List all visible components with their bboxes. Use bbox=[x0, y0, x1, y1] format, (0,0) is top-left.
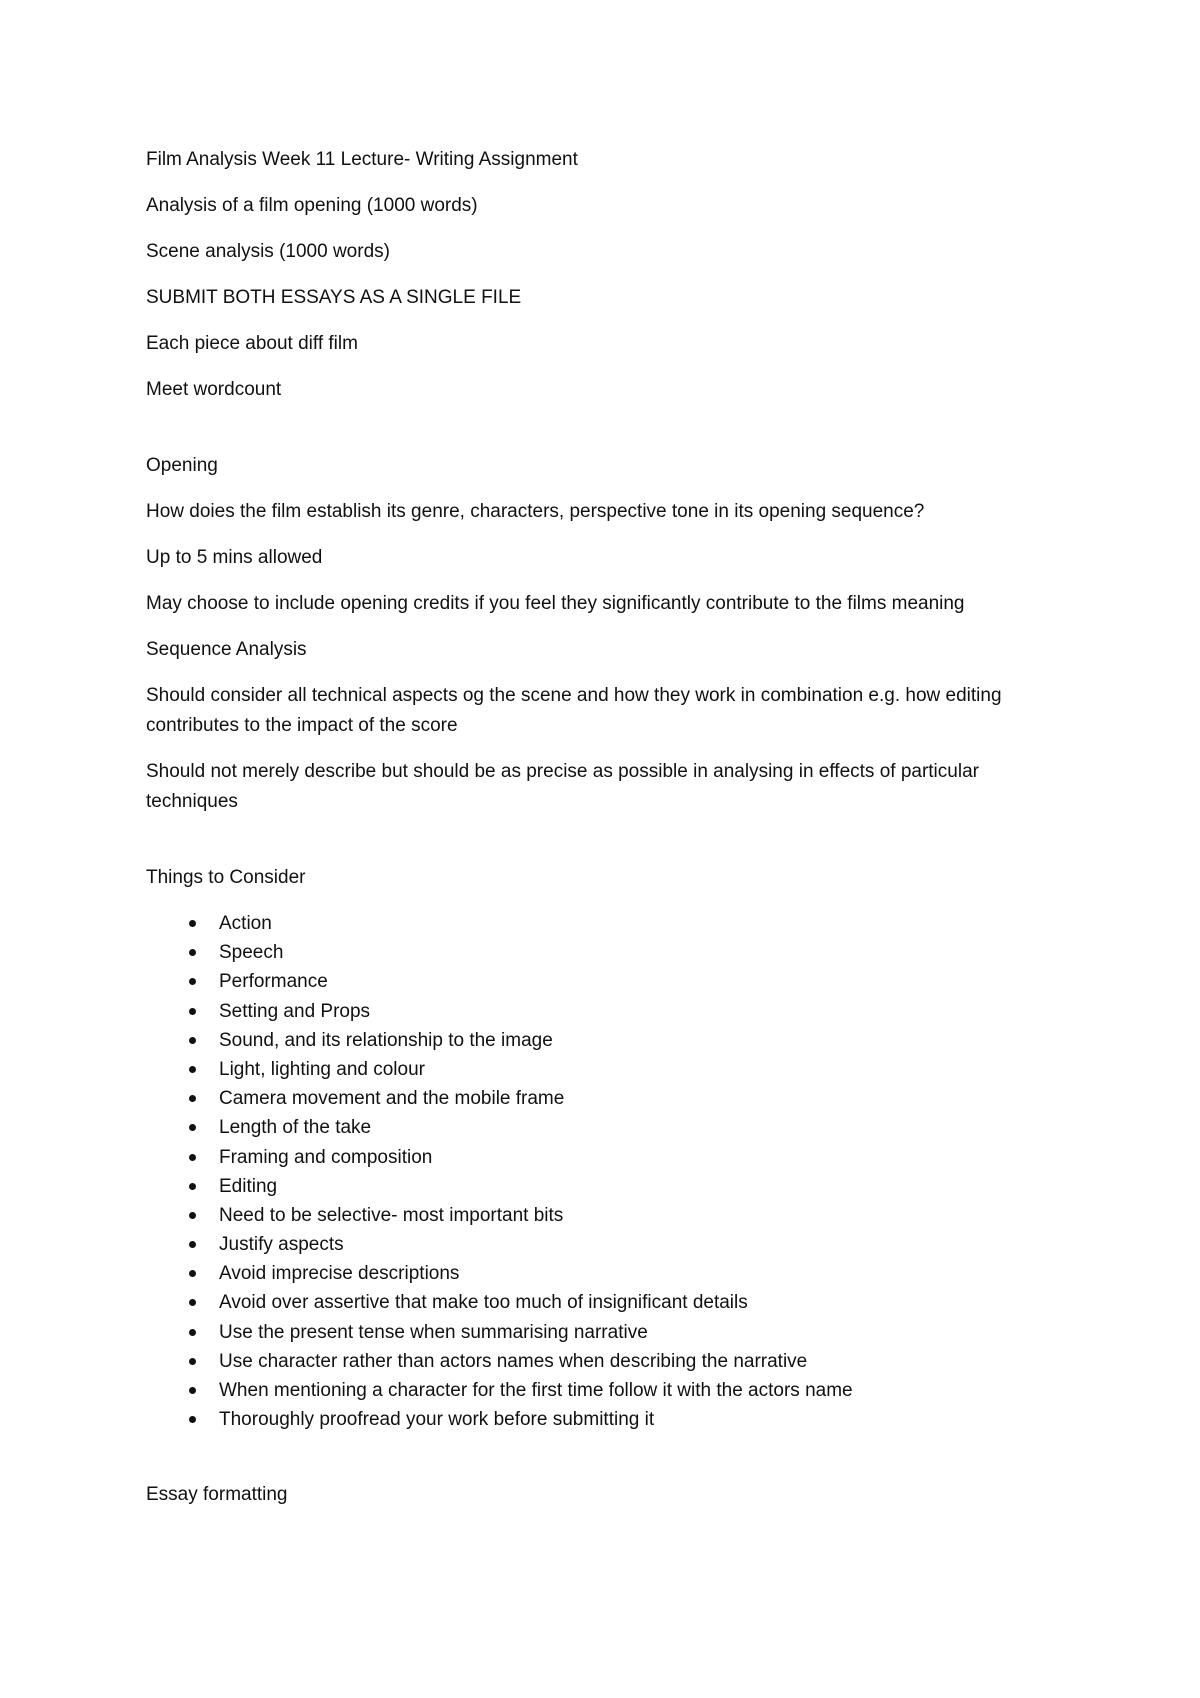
list-item bbox=[146, 967, 1046, 996]
text-line: Analysis of a film opening (1000 words) bbox=[146, 195, 478, 216]
list-item-text: Need to be selective- most important bits bbox=[219, 1204, 564, 1226]
list-item-text: Framing and composition bbox=[219, 1146, 433, 1168]
list-item bbox=[146, 1143, 1046, 1172]
bullet-icon bbox=[189, 1124, 196, 1131]
list-item bbox=[146, 1026, 1046, 1055]
section-heading-opening: Opening bbox=[146, 455, 218, 476]
bullet-icon bbox=[189, 978, 196, 985]
list-item bbox=[146, 1055, 1046, 1084]
title-line: Film Analysis Week 11 Lecture- Writing Assignment bbox=[146, 149, 578, 170]
list-item bbox=[146, 1259, 1046, 1288]
list-item-text: Setting and Props bbox=[219, 1000, 371, 1022]
list-item-text: Editing bbox=[219, 1175, 278, 1197]
section-heading-things: Things to Consider bbox=[146, 867, 306, 888]
text-line: Up to 5 mins allowed bbox=[146, 547, 323, 568]
section-heading-formatting: Essay formatting bbox=[146, 1484, 288, 1506]
bullet-icon bbox=[189, 1416, 196, 1423]
text-paragraph: Should consider all technical aspects og the scene and how they work in combination e.g. how editing contributes to the impact of the score bbox=[146, 685, 1002, 736]
spacer bbox=[146, 421, 1046, 451]
text-line: Scene analysis (1000 words) bbox=[146, 241, 390, 262]
list-item bbox=[146, 1347, 1046, 1376]
list-item bbox=[146, 1288, 1046, 1317]
bullet-icon bbox=[189, 1387, 196, 1394]
bullet-icon bbox=[189, 949, 196, 956]
text-paragraph: Should not merely describe but should be as precise as possible in analysing in effects of particular techniques bbox=[146, 761, 979, 812]
list-item-text: Length of the take bbox=[219, 1117, 372, 1139]
spacer bbox=[146, 833, 1046, 863]
list-item bbox=[146, 909, 1046, 938]
bullet-icon bbox=[189, 1270, 196, 1277]
list-item-text: When mentioning a character for the first time follow it with the actors name bbox=[219, 1380, 853, 1401]
list-item bbox=[146, 938, 1046, 967]
list-item bbox=[146, 1201, 1046, 1230]
list-item-text: Sound, and its relationship to the image bbox=[219, 1029, 553, 1051]
list-item bbox=[146, 1376, 1046, 1405]
bullet-icon bbox=[189, 1037, 196, 1044]
list-item bbox=[146, 1084, 1046, 1113]
list-item bbox=[146, 1318, 1046, 1347]
list-item-text: Action bbox=[219, 913, 272, 934]
text-line: How doies the film establish its genre, characters, perspective tone in its opening sequence? bbox=[146, 501, 925, 522]
list-item-text: Thoroughly proofread your work before submitting it bbox=[219, 1409, 655, 1431]
text-line: SUBMIT BOTH ESSAYS AS A SINGLE FILE bbox=[146, 287, 522, 308]
document-body bbox=[146, 145, 1046, 1526]
section-heading-sequence: Sequence Analysis bbox=[146, 639, 307, 660]
list-item bbox=[146, 997, 1046, 1026]
list-item-text: Performance bbox=[219, 971, 328, 993]
bullet-icon bbox=[189, 1329, 196, 1336]
bullet-icon bbox=[189, 1154, 196, 1161]
list-item-text: Use character rather than actors names when describing the narrative bbox=[219, 1350, 808, 1372]
list-item bbox=[146, 1230, 1046, 1259]
bullet-icon bbox=[189, 1095, 196, 1102]
list-item-text: Avoid over assertive that make too much of insignificant details bbox=[219, 1292, 748, 1314]
text-line: Meet wordcount bbox=[146, 379, 282, 400]
list-item-text: Use the present tense when summarising narrative bbox=[219, 1321, 648, 1343]
list-item-text: Camera movement and the mobile frame bbox=[219, 1088, 565, 1110]
bullet-icon bbox=[189, 920, 196, 927]
text-line: May choose to include opening credits if you feel they significantly contribute to the films meaning bbox=[146, 593, 965, 614]
list-item-text: Speech bbox=[219, 942, 284, 964]
list-item-text: Avoid imprecise descriptions bbox=[219, 1263, 460, 1285]
list-item bbox=[146, 1172, 1046, 1201]
considerations-list bbox=[146, 909, 1046, 1434]
list-item bbox=[146, 1405, 1046, 1434]
list-item-text: Justify aspects bbox=[219, 1234, 344, 1256]
bullet-icon bbox=[189, 1241, 196, 1248]
spacer bbox=[146, 1434, 1046, 1480]
bullet-icon bbox=[189, 1008, 196, 1015]
list-item-text: Light, lighting and colour bbox=[219, 1058, 425, 1080]
bullet-icon bbox=[189, 1066, 196, 1073]
text-line: Each piece about diff film bbox=[146, 333, 358, 354]
bullet-icon bbox=[189, 1212, 196, 1219]
bullet-icon bbox=[189, 1358, 196, 1365]
bullet-icon bbox=[189, 1183, 196, 1190]
list-item bbox=[146, 1113, 1046, 1142]
bullet-icon bbox=[189, 1299, 196, 1306]
